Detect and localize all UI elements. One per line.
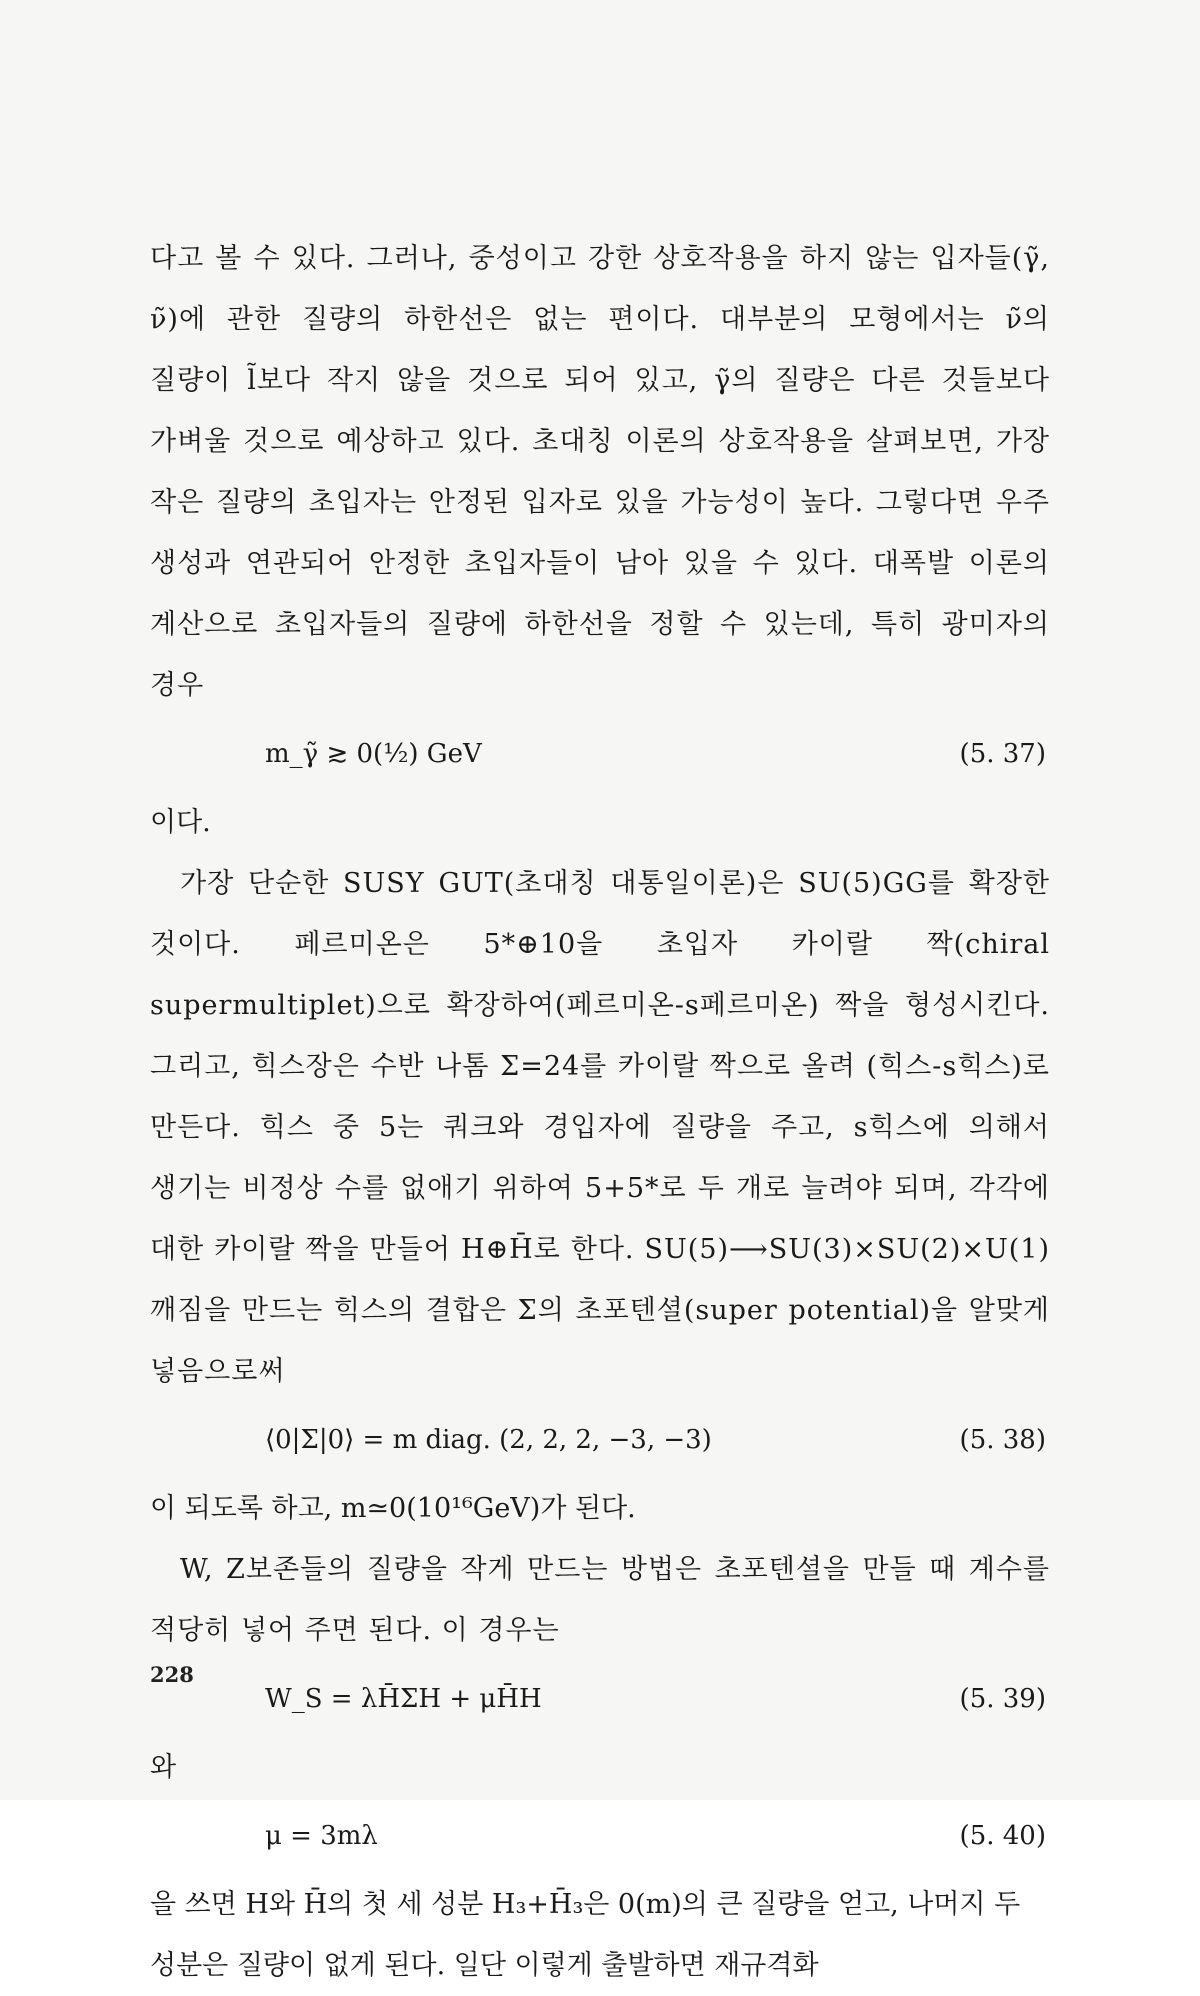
equation-expression: μ = 3mλ [265, 1821, 378, 1851]
equation-number: (5. 39) [959, 1684, 1046, 1714]
page-body [150, 228, 1050, 1996]
equation-5-39 [150, 1661, 1050, 1737]
paragraph-susy-gut: 가장 단순한 SUSY GUT(초대칭 대통일이론)은 SU(5)GG를 확장한 것이다. 페르미온은 5*⊕10을 초입자 카이랄 짝(chiral supermultiplet)으로 확장하여(페르미온-s페르미온) 짝을 형성시킨다. 그리고, 힉스장은 수반 나톰 Σ=24를 카이랄 짝으로 올려 (힉스-s힉스)로 만든다. 힉스 중 5는 쿼크와 경입자에 질량을 주고, s힉스에 의해서 생기는 비정상 수를 없애기 위하여 5+5*로 두 개로 늘려야 되며, 각각에 대한 카이랄 짝을 만들어 H⊕H̄로 한다. SU(5)⟶SU(3)×SU(2)×U(1) 깨짐을 만드는 힉스의 결합은 Σ의 초포텐셜(super potential)을 알맞게 넣음으로써 [150, 868, 1050, 1387]
equation-5-37 [150, 716, 1050, 792]
equation-5-40 [150, 1798, 1050, 1874]
equation-expression: m_γ̃ ≳ 0(½) GeV [265, 739, 482, 769]
equation-number: (5. 37) [959, 739, 1046, 769]
equation-number: (5. 38) [959, 1425, 1046, 1455]
equation-5-38 [150, 1402, 1050, 1478]
equation-expression: W_S = λH̄ΣH + μH̄H [265, 1684, 542, 1714]
equation-number: (5. 40) [959, 1821, 1046, 1851]
paragraph-continuation: 이다. [150, 807, 211, 838]
paragraph-superparticle-mass-bounds: 다고 볼 수 있다. 그러나, 중성이고 강한 상호작용을 하지 않는 입자들(γ̃, ν̃)에 관한 질량의 하한선은 없는 편이다. 대부분의 모형에서는 ν̃의 질량이 l̃보다 작지 않을 것으로 되어 있고, γ̃의 질량은 다른 것들보다 가벼울 것으로 예상하고 있다. 초대칭 이론의 상호작용을 살펴보면, 가장 작은 질량의 초입자는 안정된 입자로 있을 가능성이 높다. 그렇다면 우주 생성과 연관되어 안정한 초입자들이 남아 있을 수 있다. 대폭발 이론의 계산으로 초입자들의 질량에 하한선을 정할 수 있는데, 특히 광미자의 경우 [150, 243, 1050, 701]
paragraph-continuation: 이 되도록 하고, m≃0(10¹⁶GeV)가 된다. [150, 1493, 636, 1524]
paragraph-continuation: 와 [150, 1752, 177, 1783]
page-number: 228 [150, 1662, 194, 1687]
equation-expression: ⟨0|Σ|0⟩ = m diag. (2, 2, 2, −3, −3) [265, 1425, 712, 1455]
paragraph-wz-boson-mass: W, Z보존들의 질량을 작게 만드는 방법은 초포텐셜을 만들 때 계수를 적당히 넣어 주면 된다. 이 경우는 [150, 1554, 1050, 1646]
paragraph-higgs-components: 을 쓰면 H와 H̄의 첫 세 성분 H₃+H̄₃은 0(m)의 큰 질량을 얻고, 나머지 두 성분은 질량이 없게 된다. 일단 이렇게 출발하면 재규격화 [150, 1889, 1021, 1981]
